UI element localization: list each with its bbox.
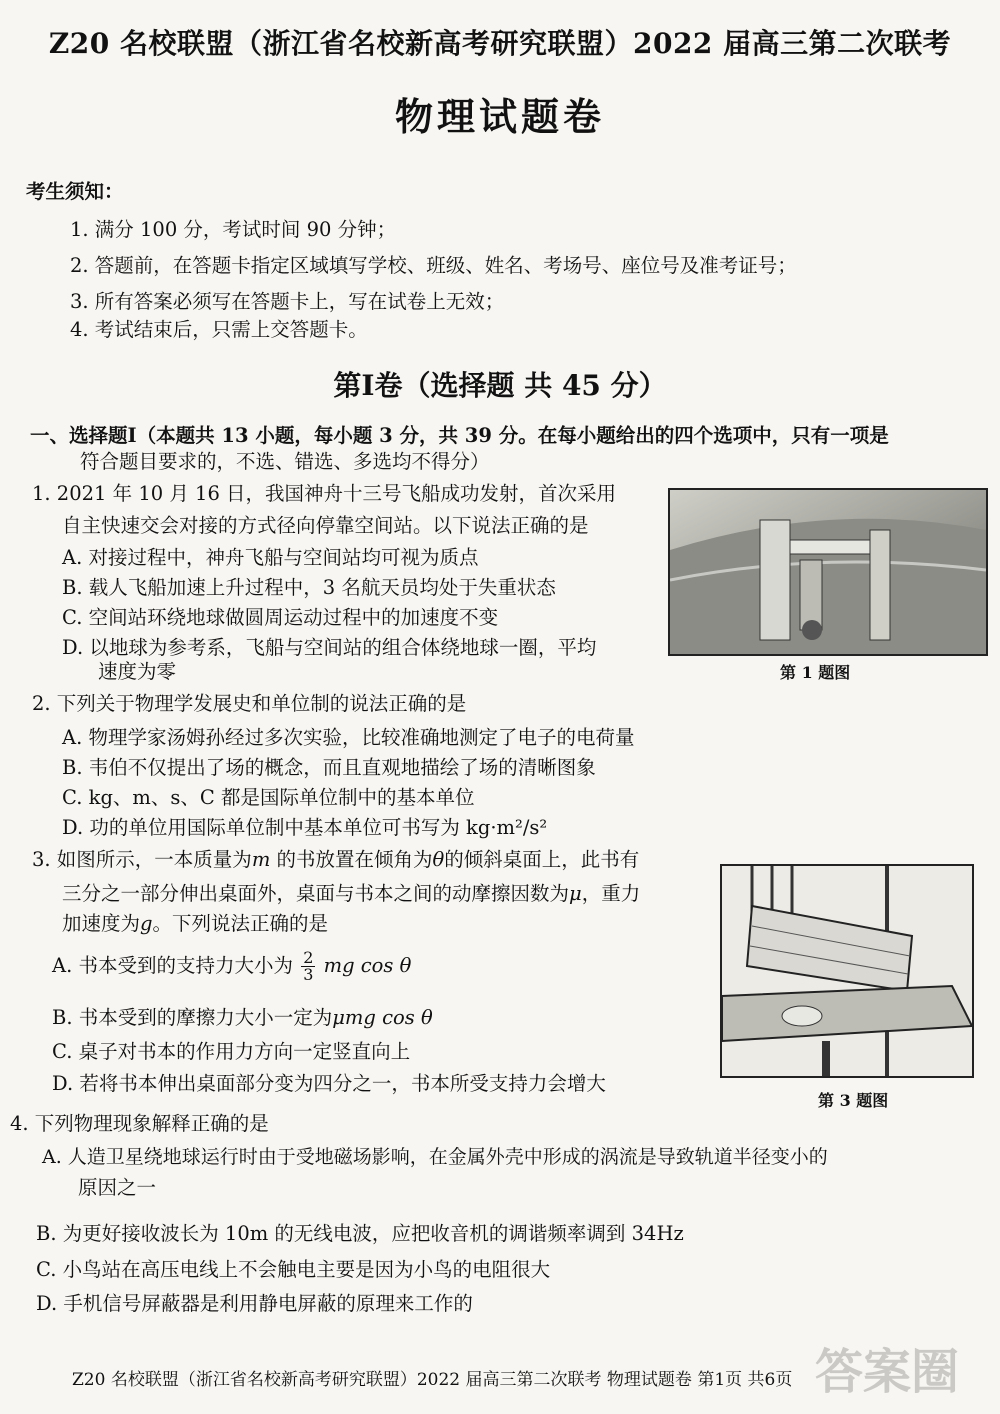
q3-figure [720,864,974,1078]
q3-option-b-expr: μmg cos θ [332,1006,433,1029]
q4-option-c: C. 小鸟站在高压电线上不会触电主要是因为小鸟的电阻很大 [36,1258,551,1281]
exam-header: Z20 名校联盟（浙江省名校新高考研究联盟）2022 届高三第二次联考 [48,27,952,60]
watermark-logo [810,1330,980,1410]
q4-option-a: A. 人造卫星绕地球运行时由于受地磁场影响，在金属外壳中形成的涡流是导致轨道半径变小的 [42,1146,828,1168]
q3-stem-cont [62,912,328,935]
q3-stem-part: 。下列说法正确的是 [152,912,329,935]
q4-option-a-cont: 原因之一 [78,1176,157,1199]
q3-stem-part: 的倾斜桌面上，此书有 [444,848,640,871]
var-theta: θ [432,848,445,871]
notice-item: 2. 答题前，在答题卡指定区域填写学校、班级、姓名、考场号、座位号及准考证号； [70,254,797,277]
q3-option-c: C. 桌子对书本的作用力方向一定竖直向上 [52,1040,411,1063]
q4-option-d: D. 手机信号屏蔽器是利用静电屏蔽的原理来工作的 [36,1292,473,1315]
notice-item: 1. 满分 100 分，考试时间 90 分钟； [70,218,397,241]
q2-stem: 2. 下列关于物理学发展史和单位制的说法正确的是 [32,692,467,715]
q3-option-b [52,1006,433,1029]
q3-stem-part: 三分之一部分伸出桌面外，桌面与书本之间的动摩擦因数为 [62,882,570,905]
part-title: 一、选择题Ⅰ（本题共 13 小题，每小题 3 分，共 39 分。在每小题给出的四个选项中，只有一项是 [30,424,889,447]
part-title-cont: 符合题目要求的，不选、错选、多选均不得分） [80,450,490,473]
fraction-numerator: 2 [303,948,314,967]
q2-option-d: D. 功的单位用国际单位制中基本单位可书写为 kg·m²/s² [62,816,548,839]
page-footer: Z20 名校联盟（浙江省名校新高考研究联盟）2022 届高三第二次联考 物理试题卷 第1页 共6页 [72,1370,793,1390]
notice-title: 考生须知： [26,180,124,203]
q3-stem-part: 加速度为 [62,912,141,935]
q3-option-a-expr: mg cos θ [323,954,412,977]
q3-stem-part: 的书放置在倾角为 [270,848,433,871]
q4-option-b: B. 为更好接收波长为 10m 的无线电波，应把收音机的调谐频率调到 34Hz [36,1222,684,1245]
fraction [301,950,315,983]
q2-option-a: A. 物理学家汤姆孙经过多次实验，比较准确地测定了电子的电荷量 [62,726,635,749]
q4-stem: 4. 下列物理现象解释正确的是 [10,1112,269,1135]
q1-option-d: D. 以地球为参考系，飞船与空间站的组合体绕地球一圈，平均 [62,636,597,659]
q1-option-b: B. 载人飞船加速上升过程中，3 名航天员均处于失重状态 [62,576,556,599]
q1-figure [668,488,988,656]
fraction-denominator: 3 [303,965,314,984]
q3-caption: 第 3 题图 [818,1091,889,1110]
q1-option-c: C. 空间站环绕地球做圆周运动过程中的加速度不变 [62,606,499,629]
var-g: g [140,912,153,935]
var-mu: μ [569,882,582,905]
q1-stem: 1. 2021 年 10 月 16 日，我国神舟十三号飞船成功发射，首次采用 [32,482,617,505]
watermark-icon [810,1330,980,1410]
notice-item: 4. 考试结束后，只需上交答题卡。 [70,318,368,341]
q2-option-c: C. kg、m、s、C 都是国际单位制中的基本单位 [62,786,475,809]
q3-option-d: D. 若将书本伸出桌面部分变为四分之一，书本所受支持力会增大 [52,1072,606,1095]
var-m: m [251,848,271,871]
section-title: 第Ⅰ卷（选择题 共 45 分） [333,369,667,402]
paper-title: 物理试题卷 [394,94,605,139]
notice-item: 3. 所有答案必须写在答题卡上，写在试卷上无效； [70,290,505,313]
watermark-text: 答案圈 [815,1344,960,1400]
q3-option-b-text: B. 书本受到的摩擦力大小一定为 [52,1006,333,1029]
book-on-table-photo [722,866,972,1076]
q3-stem-part: 3. 如图所示，一本质量为 [32,848,252,871]
q1-option-a: A. 对接过程中，神舟飞船与空间站均可视为质点 [62,546,479,569]
q3-option-a [52,950,411,983]
q3-option-a-text: A. 书本受到的支持力大小为 [52,954,293,977]
q1-option-d-cont: 速度为零 [98,660,177,683]
q3-stem [32,848,639,871]
q3-stem-part: ，重力 [581,882,641,905]
spacecraft-photo [670,490,986,654]
q2-option-b: B. 韦伯不仅提出了场的概念，而且直观地描绘了场的清晰图象 [62,756,596,779]
q1-caption: 第 1 题图 [780,663,851,682]
q1-stem-cont: 自主快速交会对接的方式径向停靠空间站。以下说法正确的是 [62,514,589,537]
q3-stem-cont [62,882,640,905]
